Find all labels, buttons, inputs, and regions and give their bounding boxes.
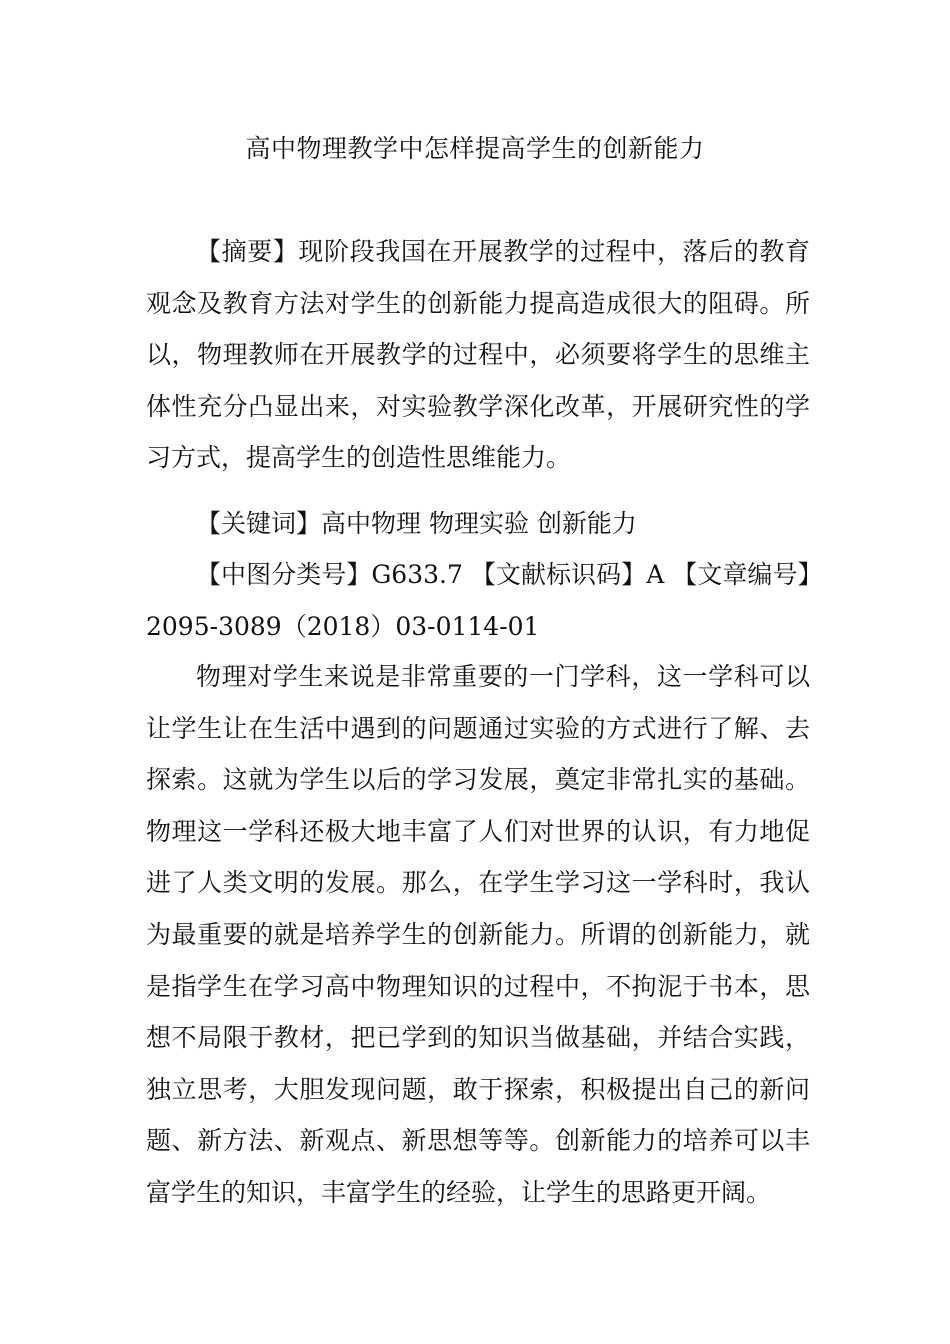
classification-info: 【中图分类号】G633.7 【文献标识码】A 【文章编号】2095-3089（2018）03-0114-01 <box>146 560 810 641</box>
abstract-paragraph: 【摘要】现阶段我国在开展教学的过程中，落后的教育观念及教育方法对学生的创新能力提高造成很大的阻碍。所以，物理教师在开展教学的过程中，必须要将学生的思维主体性充分凸显出来，对实验教学深化改革，开展研究性的学习方式，提高学生的创造性思维能力。 <box>146 237 810 473</box>
body-paragraph: 物理对学生来说是非常重要的一门学科，这一学科可以让学生让在生活中遇到的问题通过实验的方式进行了解、去探索。这就为学生以后的学习发展，奠定非常扎实的基础。物理这一学科还极大地丰富了人们对世界的认识，有力地促进了人类文明的发展。那么，在学生学习这一学科时，我认为最重要的就是培养学生的创新能力。所谓的创新能力，就是指学生在学习高中物理知识的过程中，不拘泥于书本，思想不局限于教材，把已学到的知识当做基础，并结合实践，独立思考，大胆发现问题，敢于探索，积极提出自己的新问题、新方法、新观点、新思想等等。创新能力的培养可以丰富学生的知识，丰富学生的经验，让学生的思路更开阔。 <box>146 662 810 1207</box>
document-title: 高中物理教学中怎样提高学生的创新能力 <box>245 134 705 163</box>
keywords-line: 【关键词】高中物理 物理实验 创新能力 <box>196 509 637 538</box>
